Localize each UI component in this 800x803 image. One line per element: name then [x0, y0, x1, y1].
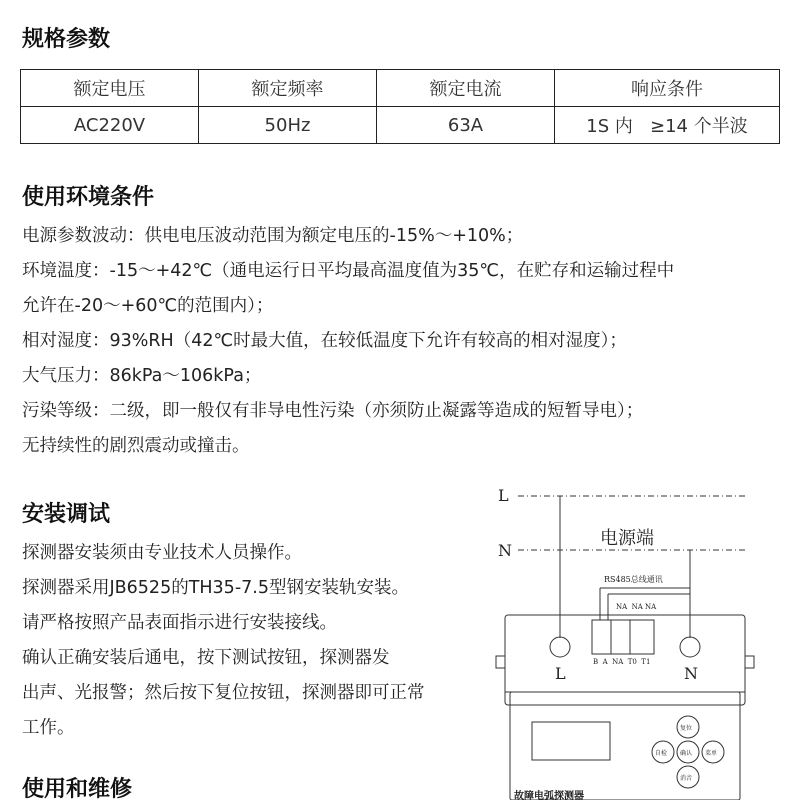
line-n-label: N [498, 541, 512, 560]
na-labels: NA NA NA [616, 603, 657, 611]
device-name: 故障电弧探测器 [514, 791, 584, 800]
reset-label: 复位 [680, 725, 693, 732]
line-l-label: L [498, 486, 509, 505]
spec-header-frequency: 额定频率 [199, 70, 377, 107]
confirm-label: 确认 [680, 750, 693, 757]
terminal-n-label: N [684, 664, 698, 683]
mute-label: 消音 [680, 775, 693, 782]
environment-line: 污染等级：二级，即一般仅有非导电性污染（亦须防止凝露等造成的短暂导电）； [22, 401, 644, 421]
self-test-label: 自检 [655, 750, 668, 757]
install-line: 探测器安装须由专业技术人员操作。 [22, 543, 302, 563]
power-label: 电源端 [600, 528, 654, 549]
menu-label: 菜单 [705, 750, 718, 757]
spec-header-row [21, 70, 780, 107]
install-line: 探测器采用JB6525的TH35-7.5型钢安装轨安装。 [22, 578, 409, 598]
environment-line: 相对湿度：93%RH（42℃时最大值，在较低温度下允许有较高的相对湿度）； [22, 331, 627, 351]
install-line: 确认正确安装后通电，按下测试按钮，探测器发 [22, 648, 390, 668]
terminal-labels: B A NA T0 T1 [593, 658, 651, 666]
terminal-l [550, 637, 570, 657]
terminal-n [680, 637, 700, 657]
environment-line: 大气压力：86kPa～106kPa； [22, 366, 262, 386]
wiring-diagram [470, 470, 780, 800]
rs485-label: RS485总线通讯 [604, 575, 663, 584]
spec-value-voltage: AC220V [21, 107, 199, 144]
spec-value-current: 63A [377, 107, 555, 144]
terminal-l-label: L [555, 664, 566, 683]
maintenance-title: 使用和维修 [22, 777, 133, 802]
device-screen [532, 722, 610, 760]
spec-header-current: 额定电流 [377, 70, 555, 107]
environment-title: 使用环境条件 [22, 185, 155, 210]
rs485-terminal-block [592, 620, 654, 654]
spec-value-row [21, 107, 780, 144]
environment-line: 允许在-20～+60℃的范围内）； [22, 296, 274, 316]
spec-value-response: 1S 内 ≥14 个半波 [555, 107, 780, 144]
spec-header-response: 响应条件 [555, 70, 780, 107]
install-line: 请严格按照产品表面指示进行安装接线。 [22, 613, 337, 633]
specs-title: 规格参数 [22, 27, 111, 52]
install-title: 安装调试 [22, 502, 111, 527]
spec-value-frequency: 50Hz [199, 107, 377, 144]
spec-table [20, 69, 780, 144]
environment-line: 无持续性的剧烈震动或撞击。 [22, 436, 250, 456]
install-line: 出声、光报警；然后按下复位按钮，探测器即可正常 [22, 683, 425, 703]
install-line: 工作。 [22, 718, 75, 738]
environment-line: 电源参数波动：供电电压波动范围为额定电压的-15%～+10%； [22, 226, 524, 246]
device-lower-body [510, 692, 740, 800]
environment-line: 环境温度：-15～+42℃（通电运行日平均最高温度值为35℃，在贮存和运输过程中 [22, 261, 675, 281]
spec-header-voltage: 额定电压 [21, 70, 199, 107]
